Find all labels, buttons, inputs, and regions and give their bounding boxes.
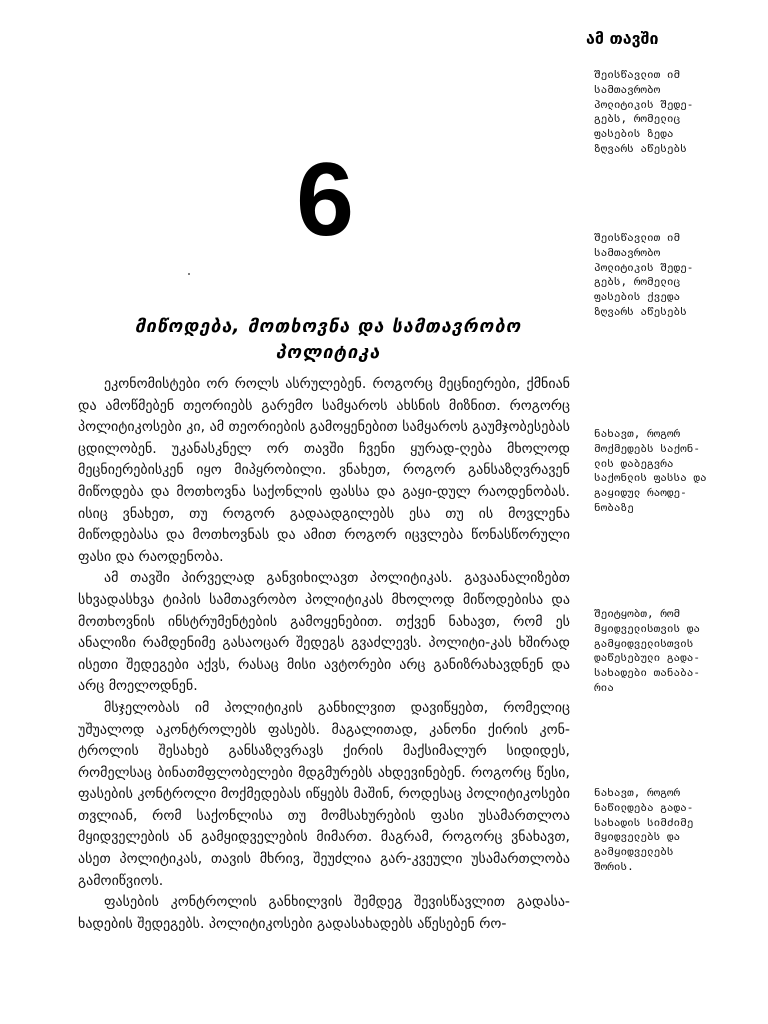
sidebar-note: შეისწავლით იმ სამთავრობო პოლიტიკის შედე- გებს, რომელიც ფასების ზედა ზღვარს აწესებს [594, 68, 694, 155]
chapter-title [78, 314, 578, 366]
decorative-dot [188, 273, 190, 275]
chapter-number: 6 [296, 142, 354, 258]
sidebar-note: შეიტყობთ, რომ მყიდველისთვის და გამყიდველისთვის დაწესებული გადა- სახადები თანაბა- რია [594, 607, 700, 694]
sidebar-note: ნახავთ, როგორ ნაწილდება გადა- სახადის სიმძიმე მყიდველებს და გამყიდველებს შორის. [594, 786, 694, 873]
chapter-title-line: პოლიტიკა [275, 342, 381, 363]
paragraph: ამ თავში პირველად განვიხილავთ პოლიტიკას. გავაანალიზებთ სხვადასხვა ტიპის სამთავრობო პოლიტიკას მხოლოდ მიწოდებისა და მოთხოვნის ინსტრუმენტების გამოყენებით. თქვენ ნახავთ, რომ ეს ანალიზი რამდენიმე გასაოცარ შედეგს გვაძლევს. პოლიტი-კას ხშირად ისეთი შედეგები აქვს, რასაც მისი ავტორები არც განიზრახავდნენ და არც მოელოდნენ. [78, 570, 570, 695]
body-text [78, 374, 570, 935]
paragraph: ფასების კონტროლის განხილვის შემდეგ შევისწავლით გადასა-ხადების შედეგებს. პოლიტიკოსები გადასახადებს აწესებენ რო- [78, 894, 570, 932]
sidebar-note: შეისწავლით იმ სამთავრობო პოლიტიკის შედე- გებს, რომელიც ფასების ქვედა ზღვარს აწესებს [594, 231, 694, 318]
paragraph: მსჯელობას იმ პოლიტიკის განხილვით დავიწყებთ, რომელიც უშუალოდ აკონტროლებს ფასებს. მაგალითად, კანონი ქირის კონ-ტროლის შესახებ განსაზღვრავს ქირის მაქსიმალურ სიდიდეს, რომელსაც ბინათმფლობელები მდგმურებს ახდევინებენ. როგორც წესი, ფასების კონტროლი მოქმედებას იწყებს მაშინ, როდესაც პოლიტიკოსები თვლიან, რომ საქონლისა თუ მომსახურების ფასი უსამართლოა მყიდველების ან გამყიდველების მიმართ. მაგრამ, როგორც ვნახავთ, ასეთ პოლიტიკას, თავის მხრივ, შეუძლია გარ-კვეული უსამართლობა გამოიწვიოს. [78, 699, 570, 889]
sidebar-heading: ამ თავში [586, 29, 659, 48]
chapter-title-line: მიწოდება, მოთხოვნა და სამთავრობო [134, 316, 522, 337]
sidebar-note: ნახავთ, როგორ მოქმედებს საქონ- ლის დაბეგვრა საქონლის ფასსა და გაყიდულ რაოდე- ნობაზე [594, 427, 707, 514]
paragraph: ეკონომისტები ორ როლს ასრულებენ. როგორც მეცნიერები, ქმნიან და ამოწმებენ თეორიებს გარემო სამყაროს ახსნის მიზნით. როგორც პოლიტიკოსები კი, ამ თეორიების გამოყენებით სამყაროს გაუმჯობესებას ცდილობენ. უკანასკნელ ორ თავში ჩვენი ყურად-ღება მხოლოდ მეცნიერებისკენ იყო მიპყრობილი. ვნახეთ, როგორ განსაზღვრავენ მიწოდება და მოთხოვნა საქონლის ფასსა და გაყი-დულ რაოდენობას. ისიც ვნახეთ, თუ როგორ გადაადგილებს ესა თუ ის მოვლენა მიწოდებასა და მოთხოვნას და ამით როგორ იცვლება წონასწორული ფასი და რაოდენობა. [78, 376, 570, 565]
